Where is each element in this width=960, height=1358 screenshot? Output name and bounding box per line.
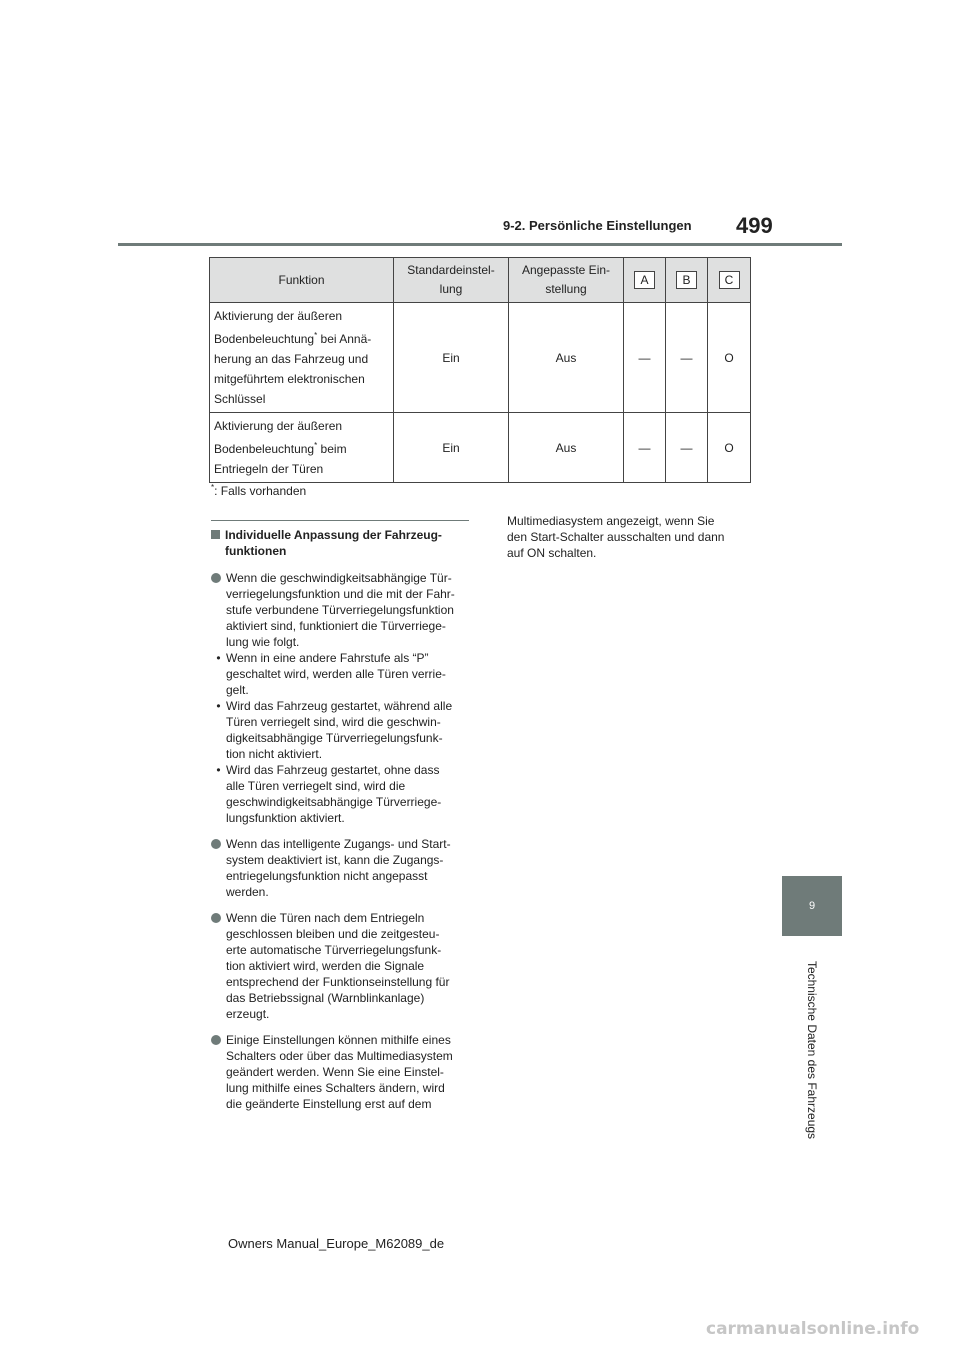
circle-bullet-icon: [211, 913, 221, 923]
sub-bullet-mark: •: [216, 763, 221, 777]
list-item: Einige Einstellungen können mithilfe eines Schalters oder über das Multimediasystem geändert werden. Wenn Sie eine Einstel- lung mithilfe eines Schalters ändern, wird die geänderte Einstellung erst auf dem: [211, 1032, 469, 1112]
chapter-title: Technische Daten des Fahrzeugs: [805, 960, 820, 1140]
section-heading: Individuelle Anpassung der Fahrzeug- funktionen: [211, 527, 469, 559]
col-b-cell: —: [666, 413, 708, 483]
default-cell: Ein: [394, 303, 509, 413]
list-item: Wenn das intelligente Zugangs- und Start- system deaktiviert ist, kann die Zugangs- entriegelungsfunktion nicht angepasst werden.: [211, 836, 469, 900]
section-rule: [211, 520, 469, 521]
chapter-number: 9: [808, 900, 816, 912]
footer-doc-id: Owners Manual_Europe_M62089_de: [228, 1236, 445, 1251]
sub-list-item: • Wird das Fahrzeug gestartet, während alle Türen verriegelt sind, wird die geschwin- digkeitsabhängige Türverriegelungsfunk- tion nicht aktiviert.: [211, 698, 469, 762]
header-function: Funktion: [210, 258, 394, 303]
sub-list-item: • Wenn in eine andere Fahrstufe als “P” geschaltet wird, werden alle Türen verrie- gelt.: [211, 650, 469, 698]
circle-bullet-icon: [211, 573, 221, 583]
watermark: carmanualsonline.info: [706, 1319, 920, 1339]
circle-bullet-icon: [211, 1035, 221, 1045]
header-col-a: [624, 258, 666, 303]
col-a-cell: —: [624, 413, 666, 483]
page-number: 499: [736, 213, 773, 238]
chapter-title-vertical: [802, 945, 822, 1155]
footnote-mark: *: [211, 483, 215, 492]
square-bullet-icon: [211, 530, 220, 539]
header-col-b: [666, 258, 708, 303]
col-c-cell: O: [708, 303, 751, 413]
default-cell: Ein: [394, 413, 509, 483]
list-item: Wenn die geschwindigkeitsabhängige Tür- verriegelungsfunktion und die mit der Fahr- stufe verbundene Türverriegelungsfunktion aktiviert sind, funktioniert die Türverriege- lung wie folgt.: [211, 570, 469, 650]
section-title: 9-2. Persönliche Einstellungen: [503, 218, 692, 233]
boxed-letter-b: B: [676, 271, 697, 289]
right-column: Multimediasystem angezeigt, wenn Sie den Start-Schalter ausschalten und dann auf ON schalten.: [507, 514, 725, 560]
header-default: Standardeinstel- lung: [394, 258, 509, 303]
header-col-c: [708, 258, 751, 303]
custom-cell: Aus: [509, 303, 624, 413]
function-cell: Aktivierung der äußeren Bodenbeleuchtung* bei Annä- herung an das Fahrzeug und mitgeführtem elektronischen Schlüssel: [210, 303, 394, 413]
sub-bullet-mark: •: [216, 651, 221, 665]
function-cell: Aktivierung der äußeren Bodenbeleuchtung* beim Entriegeln der Türen: [210, 413, 394, 483]
footnote-text: : Falls vorhanden: [214, 484, 307, 498]
table-header-row: [210, 258, 751, 303]
custom-cell: Aus: [509, 413, 624, 483]
boxed-letter-a: A: [634, 271, 655, 289]
settings-table: [209, 257, 751, 483]
chapter-tab: [782, 876, 842, 936]
footnote-marker: *: [314, 331, 318, 340]
col-a-cell: —: [624, 303, 666, 413]
sub-list-item: • Wird das Fahrzeug gestartet, ohne dass alle Türen verriegelt sind, wird die geschwindigkeitsabhängige Türverriege- lungsfunktion aktiviert.: [211, 762, 469, 826]
col-c-cell: O: [708, 413, 751, 483]
footnote-marker: *: [314, 441, 318, 450]
col-b-cell: —: [666, 303, 708, 413]
boxed-letter-c: C: [719, 271, 740, 289]
list-item: Wenn die Türen nach dem Entriegeln geschlossen bleiben und die zeitgesteu- erte automatische Türverriegelungsfunk- tion aktiviert wird, werden die Signale entsprechend der Funktionseinstellung für das Betriebssignal (Warnblinkanlage) erzeugt.: [211, 910, 469, 1022]
table-row: [210, 303, 751, 413]
left-column: [211, 520, 469, 1122]
circle-bullet-icon: [211, 839, 221, 849]
sub-bullet-mark: •: [216, 699, 221, 713]
footnote: [211, 483, 306, 498]
header-rule: [118, 243, 842, 246]
header-custom: Angepasste Ein- stellung: [509, 258, 624, 303]
sub-list: [211, 650, 469, 826]
table-row: [210, 413, 751, 483]
